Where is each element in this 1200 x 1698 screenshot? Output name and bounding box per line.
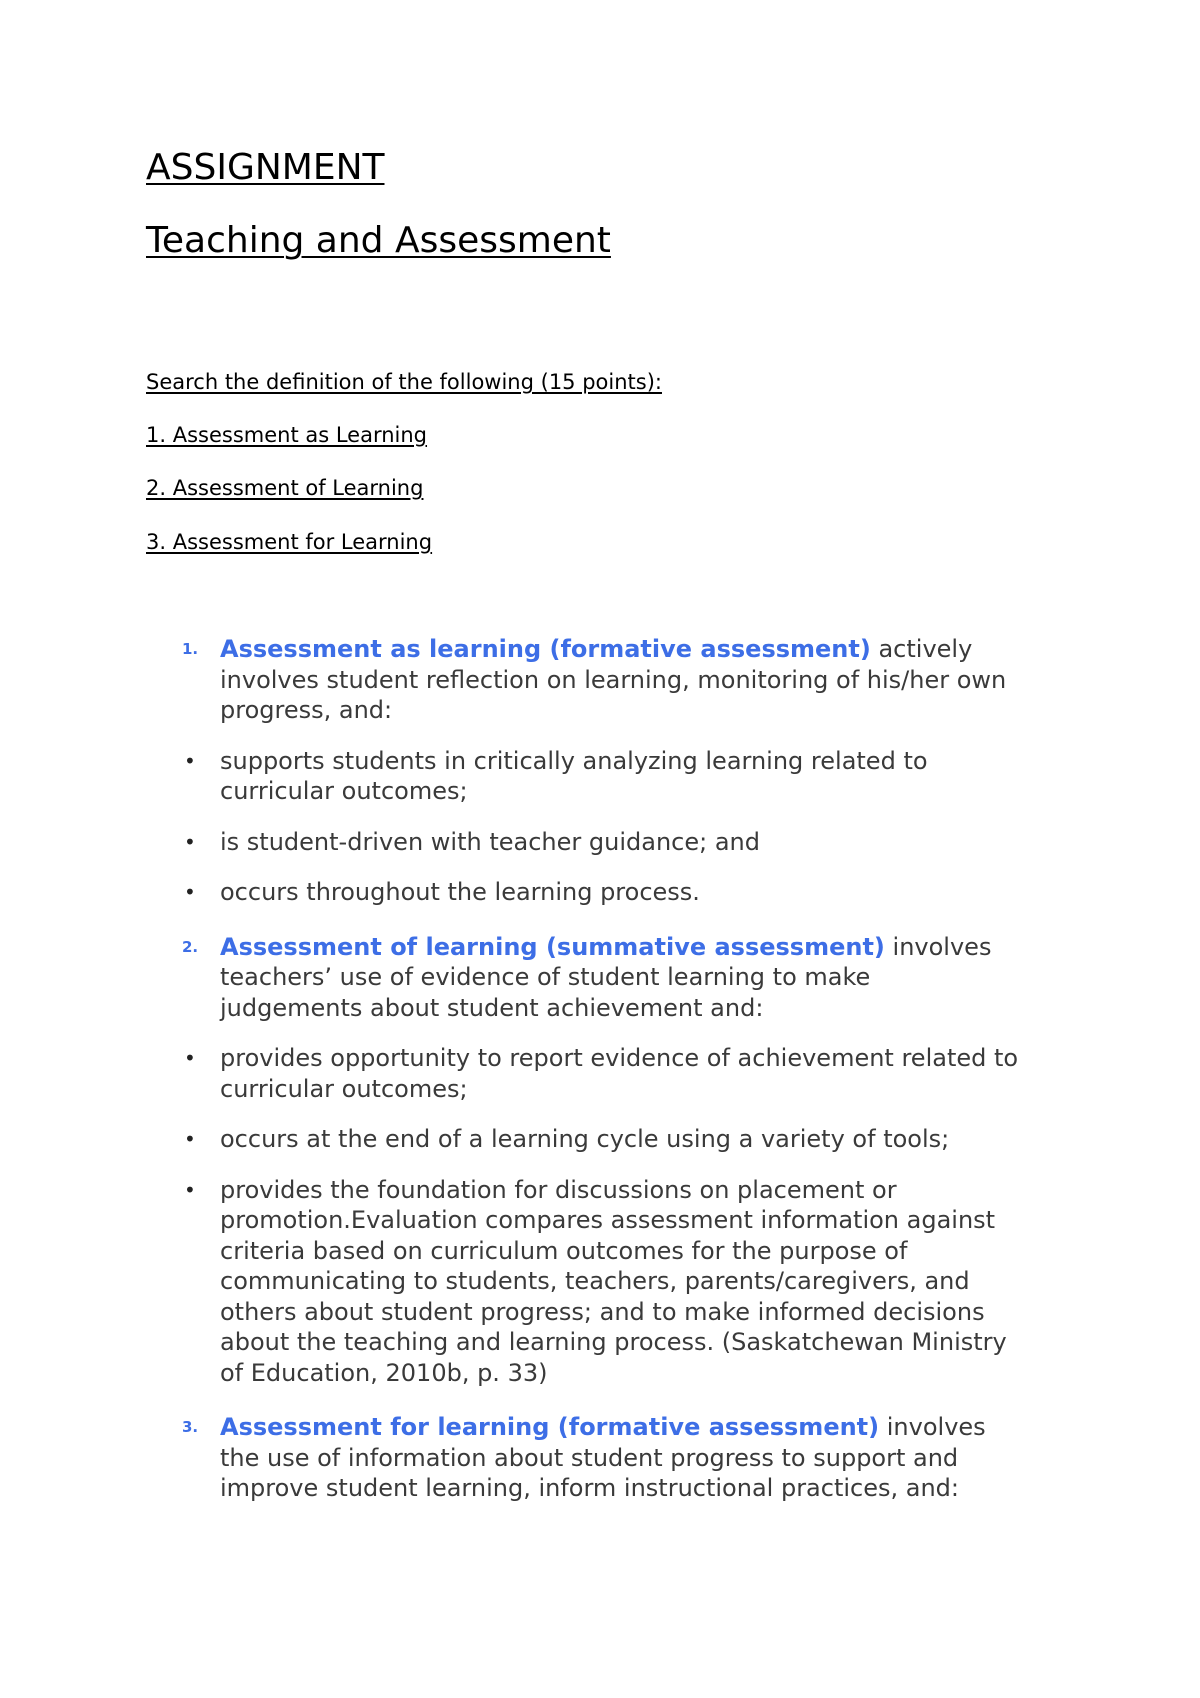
bullet-icon: • <box>184 880 196 904</box>
answer-term: Assessment of learning (summative assessment) <box>220 932 885 961</box>
task-item-1: 1. Assessment as Learning <box>146 423 428 447</box>
answer-1 <box>146 634 1020 726</box>
bullet-icon: • <box>184 829 196 854</box>
answer-term: Assessment as learning (formative assessment) <box>220 635 871 663</box>
task-heading: Search the definition of the following (15 points): <box>146 370 662 394</box>
bullet-text: provides opportunity to report evidence of achievement related to curricular outcomes; <box>220 1044 1019 1103</box>
list-item <box>146 746 1020 807</box>
bullet-icon: • <box>184 1046 196 1070</box>
list-number: 1. <box>182 640 199 658</box>
document-title: ASSIGNMENT <box>146 147 385 188</box>
bullet-icon: • <box>184 1127 196 1151</box>
bullet-icon: • <box>184 1177 196 1202</box>
task-item-2: 2. Assessment of Learning <box>146 476 424 500</box>
answer-2 <box>146 932 1020 1024</box>
list-item <box>146 1175 1020 1389</box>
list-item <box>146 1124 1020 1155</box>
list-item <box>146 877 1020 908</box>
bullet-icon: • <box>184 748 196 773</box>
answers-section <box>146 634 1076 1504</box>
answer-text: actively involves student reflection on learning, monitoring of his/her own progress, and: <box>220 635 1007 724</box>
list-item <box>146 1043 1020 1104</box>
answer-3 <box>146 1412 1020 1504</box>
bullet-text: supports students in critically analyzing learning related to curricular outcomes; <box>220 746 928 805</box>
answer-text: involves the use of information about student progress to support and improve student learning, inform instructional practices, and: <box>220 1413 986 1502</box>
answer-text: involves teachers’ use of evidence of student learning to make judgements about student achievement and: <box>220 932 992 1022</box>
bullet-text: occurs at the end of a learning cycle using a variety of tools; <box>220 1125 950 1153</box>
task-item-3: 3. Assessment for Learning <box>146 530 433 554</box>
bullet-text: is student-driven with teacher guidance; and <box>220 827 760 856</box>
document-subtitle: Teaching and Assessment <box>146 220 611 261</box>
bullet-text: occurs throughout the learning process. <box>220 878 700 906</box>
list-number: 2. <box>182 937 199 956</box>
bullet-text: provides the foundation for discussions on placement or promotion.Evaluation compares assessment information against criteria based on curriculum outcomes for the purpose of communicating to students, teachers, parents/caregivers, and others about student progress; and to make informed decisions about the teaching and learning process. (Saskatchewan Ministry of Education, 2010b, p. 33) <box>220 1175 1007 1387</box>
answer-term: Assessment for learning (formative assessment) <box>220 1413 880 1441</box>
list-number: 3. <box>182 1418 199 1436</box>
list-item <box>146 827 1020 858</box>
